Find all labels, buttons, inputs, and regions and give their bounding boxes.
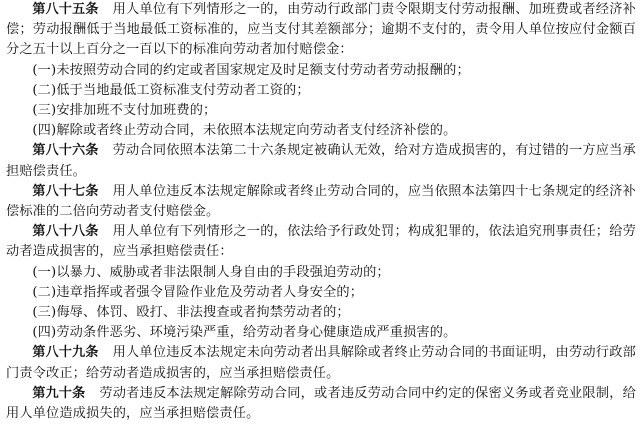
list-item: (三)安排加班不支付加班费的； [32, 103, 217, 119]
article-85 [6, 0, 636, 61]
article-number: 第八十六条 [32, 143, 99, 159]
list-item: (四)解除或者终止劳动合同，未依照本法规定向劳动者支付经济补偿的。 [32, 123, 457, 139]
article-text: 用人单位违反本法规定未向劳动者出具解除或者终止劳动合同的书面证明，由劳动行政部门责令改正；给劳动者造成损害的，应当承担赔偿责任。 [6, 345, 636, 381]
article-86 [6, 141, 636, 181]
article-text: 用人单位有下列情形之一的，由劳动行政部门责令限期支付劳动报酬、加班费或者经济补偿；劳动报酬低于当地最低工资标准的，应当支付其差额部分；逾期不支付的，责令用人单位按应付金额百分之五十以上百分之一百以下的标准向劳动者加付赔偿金： [6, 2, 636, 58]
article-number: 第八十八条 [32, 224, 99, 240]
list-item: (二)低于当地最低工资标准支付劳动者工资的； [32, 82, 310, 98]
list-item: (一)未按照劳动合同的约定或者国家规定及时足额支付劳动者劳动报酬的； [32, 62, 470, 78]
article-90 [6, 384, 636, 424]
article-89 [6, 343, 636, 383]
article-number: 第八十九条 [32, 345, 99, 361]
article-text: 用人单位违反本法规定解除或者终止劳动合同的，应当依照本法第四十七条规定的经济补偿标准的二倍向劳动者支付赔偿金。 [6, 183, 636, 220]
article-text: 劳动合同依照本法第二十六条规定被确认无效，给对方造成损害的，有过错的一方应当承担赔偿责任。 [6, 143, 636, 179]
article-number: 第八十七条 [32, 183, 99, 199]
list-item: (四)劳动条件恶劣、环境污染严重，给劳动者身心健康造成严重损害的。 [32, 325, 457, 341]
list-item: (三)侮辱、体罚、殴打、非法搜查或者拘禁劳动者的； [32, 305, 350, 321]
list-item: (一)以暴力、威胁或者非法限制人身自由的手段强迫劳动的； [32, 264, 390, 280]
article-number: 第八十五条 [32, 2, 99, 17]
article-text: 劳动者违反本法规定解除劳动合同，或者违反劳动合同中约定的保密义务或者竞业限制，给用人单位造成损失的，应当承担赔偿责任。 [6, 385, 636, 422]
list-item: (二)违章指挥或者强令冒险作业危及劳动者人身安全的； [32, 284, 364, 300]
article-88 [6, 222, 636, 262]
article-number: 第九十条 [32, 385, 86, 401]
article-text: 用人单位有下列情形之一的，依法给予行政处罚；构成犯罪的，依法追究刑事责任；给劳动者造成损害的，应当承担赔偿责任： [6, 224, 636, 260]
article-87 [6, 182, 636, 222]
